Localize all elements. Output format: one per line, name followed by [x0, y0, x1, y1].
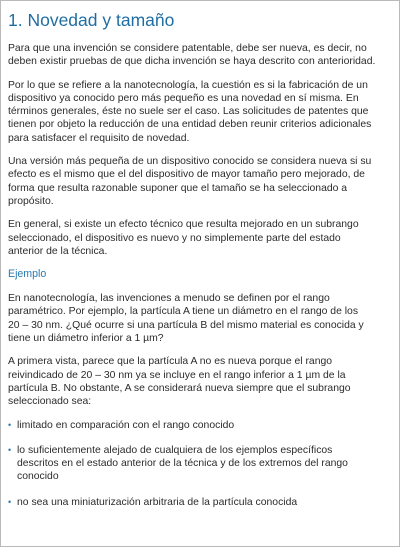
text-line: En general, si existe un efecto técnico que resulta mejorado en un subrango	[8, 219, 359, 231]
text-line: paramétrico. Por ejemplo, la partícula A tiene un diámetro en el rango de los	[8, 306, 359, 318]
section-heading: 1. Novedad y tamaño	[8, 10, 175, 30]
text-line: efecto es el mismo que el del dispositivo de mayor tamaño pero mejorado, de	[8, 169, 365, 181]
text-line: seleccionado sea:	[8, 396, 92, 408]
bullet-icon: •	[8, 496, 12, 507]
text-line: no sea una miniaturización arbitraria de la partícula conocida	[17, 496, 298, 508]
document-content	[8, 7, 400, 521]
text-line: forma que resulta razonable suponer que el tamaño se ha seleccionado a	[8, 182, 348, 194]
example-subheading: Ejemplo	[8, 268, 47, 281]
text-line: propósito.	[8, 195, 54, 207]
text-line: deben existir pruebas de que dicha invención se haya descrito con anterioridad.	[8, 56, 376, 68]
text-line: descritos en el estado anterior de la técnica y de los extremos del rango	[17, 458, 348, 470]
list-item	[8, 444, 400, 484]
paragraph-example-analysis	[8, 355, 400, 408]
text-line: dispositivo ya conocido pero más pequeño es una novedad en sí misma. En	[8, 92, 359, 104]
text-line: términos generales, éste no suele ser el caso. Las solicitudes de patentes que	[8, 106, 369, 118]
text-line: tiene un diámetro inferior a 1 µm?	[8, 333, 164, 345]
text-line: conocido	[17, 471, 59, 483]
text-line: En nanotecnología, las invenciones a menudo se definen por el rango	[8, 293, 330, 305]
text-line: A primera vista, parece que la partícula A no es nueva porque el rango	[8, 356, 333, 368]
paragraph-smaller-version	[8, 155, 400, 208]
text-line: seleccionado, el dispositivo es nuevo y no simplemente parte del estado	[8, 232, 341, 244]
paragraph-nanotech-question	[8, 79, 400, 145]
text-line: 20 – 30 nm. ¿Qué ocurre si una partícula B del mismo material es conocida y	[8, 319, 364, 331]
text-line: tienen por objeto la reducción de una entidad deben reunir criterios adicionales	[8, 119, 372, 131]
list-item	[8, 496, 400, 509]
text-line: reivindicado de 20 – 30 nm ya se incluye en el rango inferior a 1 µm de la	[8, 369, 346, 381]
text-line: Por lo que se refiere a la nanotecnología, la cuestión es si la fabricación de un	[8, 79, 368, 91]
paragraph-novelty-intro	[8, 42, 400, 69]
text-line: para satisfacer el requisito de novedad.	[8, 132, 190, 144]
text-line: limitado en comparación con el rango conocido	[17, 419, 235, 431]
text-line: anterior de la técnica.	[8, 245, 108, 257]
criteria-list	[8, 419, 400, 509]
bullet-icon: •	[8, 419, 12, 430]
paragraph-example-definition	[8, 292, 400, 345]
text-line: Para que una invención se considere patentable, debe ser nueva, es decir, no	[8, 43, 367, 54]
text-line: partícula B. No obstante, A se considerará nueva siempre que el subrango	[8, 382, 351, 394]
text-line: lo suficientemente alejado de cualquiera de los ejemplos específicos	[17, 444, 333, 456]
bullet-icon: •	[8, 444, 12, 455]
text-line: Una versión más pequeña de un dispositivo conocido se considera nueva si su	[8, 156, 372, 168]
list-item	[8, 419, 400, 432]
paragraph-subrange	[8, 218, 400, 258]
